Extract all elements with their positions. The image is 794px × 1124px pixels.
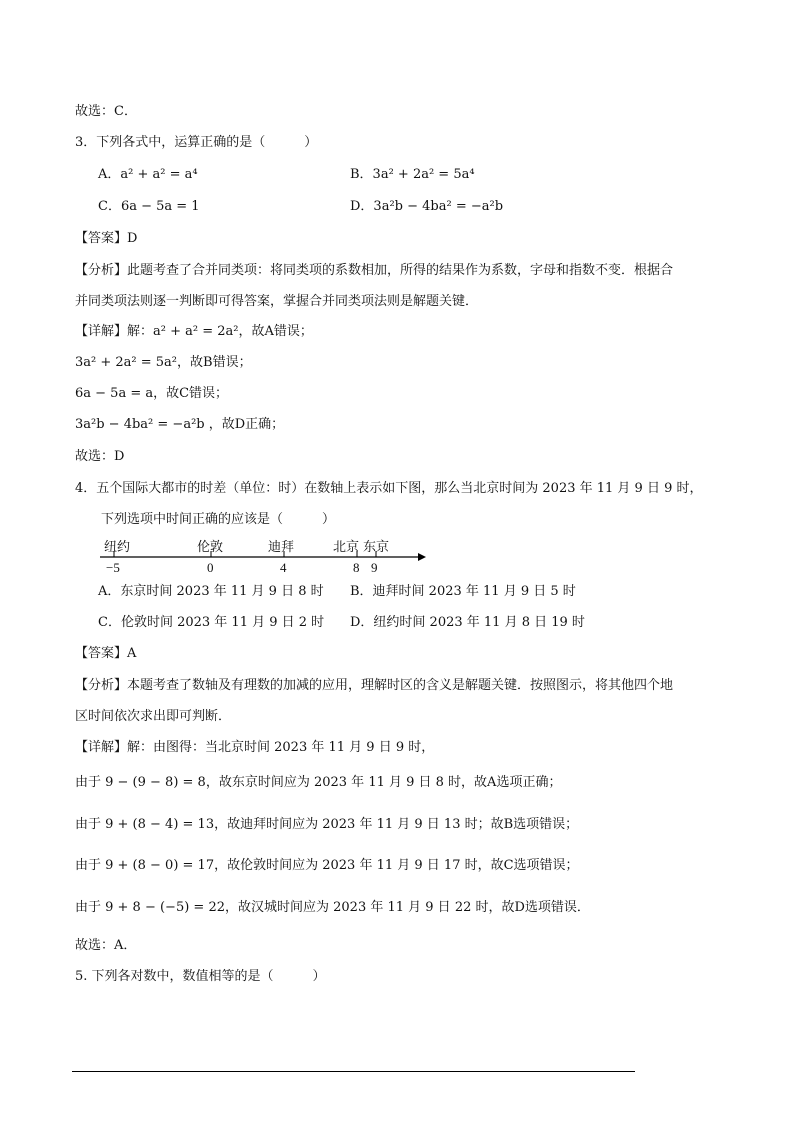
q4-analysis-cont: 区时间依次求出即可判断．	[75, 709, 232, 724]
question-3: 3．下列各式中，运算正确的是（ ）	[75, 135, 318, 150]
q3-detail-line: 6a − 5a = a，故C错误；	[75, 386, 229, 401]
tick-label: 0	[207, 560, 214, 575]
text-line: 故选：C．	[75, 104, 137, 119]
question-4-cont: 下列选项中时间正确的应该是（ ）	[101, 512, 336, 527]
q3-option-d: D．3a²b − 4ba² = −a²b	[350, 199, 504, 214]
tick-label: 4	[280, 560, 287, 575]
q3-answer: 【答案】D	[75, 231, 138, 246]
q3-option-a: A．a² + a² = a⁴	[98, 167, 198, 182]
q3-detail-line: 3a²b − 4ba² = −a²b ，故D正确；	[75, 417, 285, 432]
city-label: 东京	[363, 540, 390, 555]
city-label: 纽约	[104, 540, 131, 555]
q4-choose: 故选：A．	[75, 938, 137, 953]
question-5: 5. 下列各对数中，数值相等的是（ ）	[75, 969, 326, 984]
city-label: 北京	[333, 540, 360, 555]
q4-detail: 【详解】解：由图得：当北京时间 2023 年 11 月 9 日 9 时，	[75, 740, 435, 755]
q4-detail-line: 由于 9 − (9 − 8) = 8，故东京时间应为 2023 年 11 月 9 日 8 时，故A选项正确；	[75, 775, 562, 790]
q4-detail-line: 由于 9 + (8 − 0) = 17，故伦敦时间应为 2023 年 11 月 9 日 17 时，故C选项错误；	[75, 858, 579, 873]
tick-label: 9	[371, 560, 378, 575]
q3-option-b: B．3a² + 2a² = 5a⁴	[350, 167, 475, 182]
q4-detail-line: 由于 9 + 8 − (−5) = 22，故汉城时间应为 2023 年 11 月 9 日 22 时，故D选项错误．	[75, 900, 590, 915]
tick-label: −5	[106, 560, 120, 575]
q3-option-c: C．6a − 5a = 1	[98, 199, 200, 214]
q4-detail-line: 由于 9 + (8 − 4) = 13，故迪拜时间应为 2023 年 11 月 9 日 13 时；故B选项错误；	[75, 817, 579, 832]
q4-option-d: D．纽约时间 2023 年 11 月 8 日 19 时	[350, 615, 585, 630]
city-label: 伦敦	[197, 540, 224, 555]
q4-option-c: C．伦敦时间 2023 年 11 月 9 日 2 时	[98, 615, 325, 630]
q4-answer: 【答案】A	[75, 646, 137, 661]
q3-choose: 故选：D	[75, 449, 125, 464]
q4-analysis: 【分析】本题考查了数轴及有理数的加减的应用，理解时区的含义是解题关键．按照图示，将其他四个地	[75, 678, 674, 693]
tick-label: 8	[353, 560, 360, 575]
question-4: 4．五个国际大都市的时差（单位：时）在数轴上表示如下图，那么当北京时间为 2023 年 11 月 9 日 9 时，	[75, 481, 703, 496]
q3-detail-line: 3a² + 2a² = 5a²，故B错误；	[75, 355, 252, 370]
city-label: 迪拜	[268, 540, 295, 555]
q4-option-a: A．东京时间 2023 年 11 月 9 日 8 时	[98, 584, 324, 599]
q3-analysis: 【分析】此题考查了合并同类项：将同类项的系数相加，所得的结果作为系数，字母和指数不变．根据合	[75, 263, 674, 278]
footer-divider	[72, 1071, 635, 1072]
q3-detail: 【详解】解：a² + a² = 2a²，故A错误；	[75, 324, 313, 339]
q3-analysis-cont: 并同类项法则逐一判断即可得答案，掌握合并同类项法则是解题关键．	[75, 294, 479, 309]
q4-option-b: B．迪拜时间 2023 年 11 月 9 日 5 时	[350, 584, 576, 599]
